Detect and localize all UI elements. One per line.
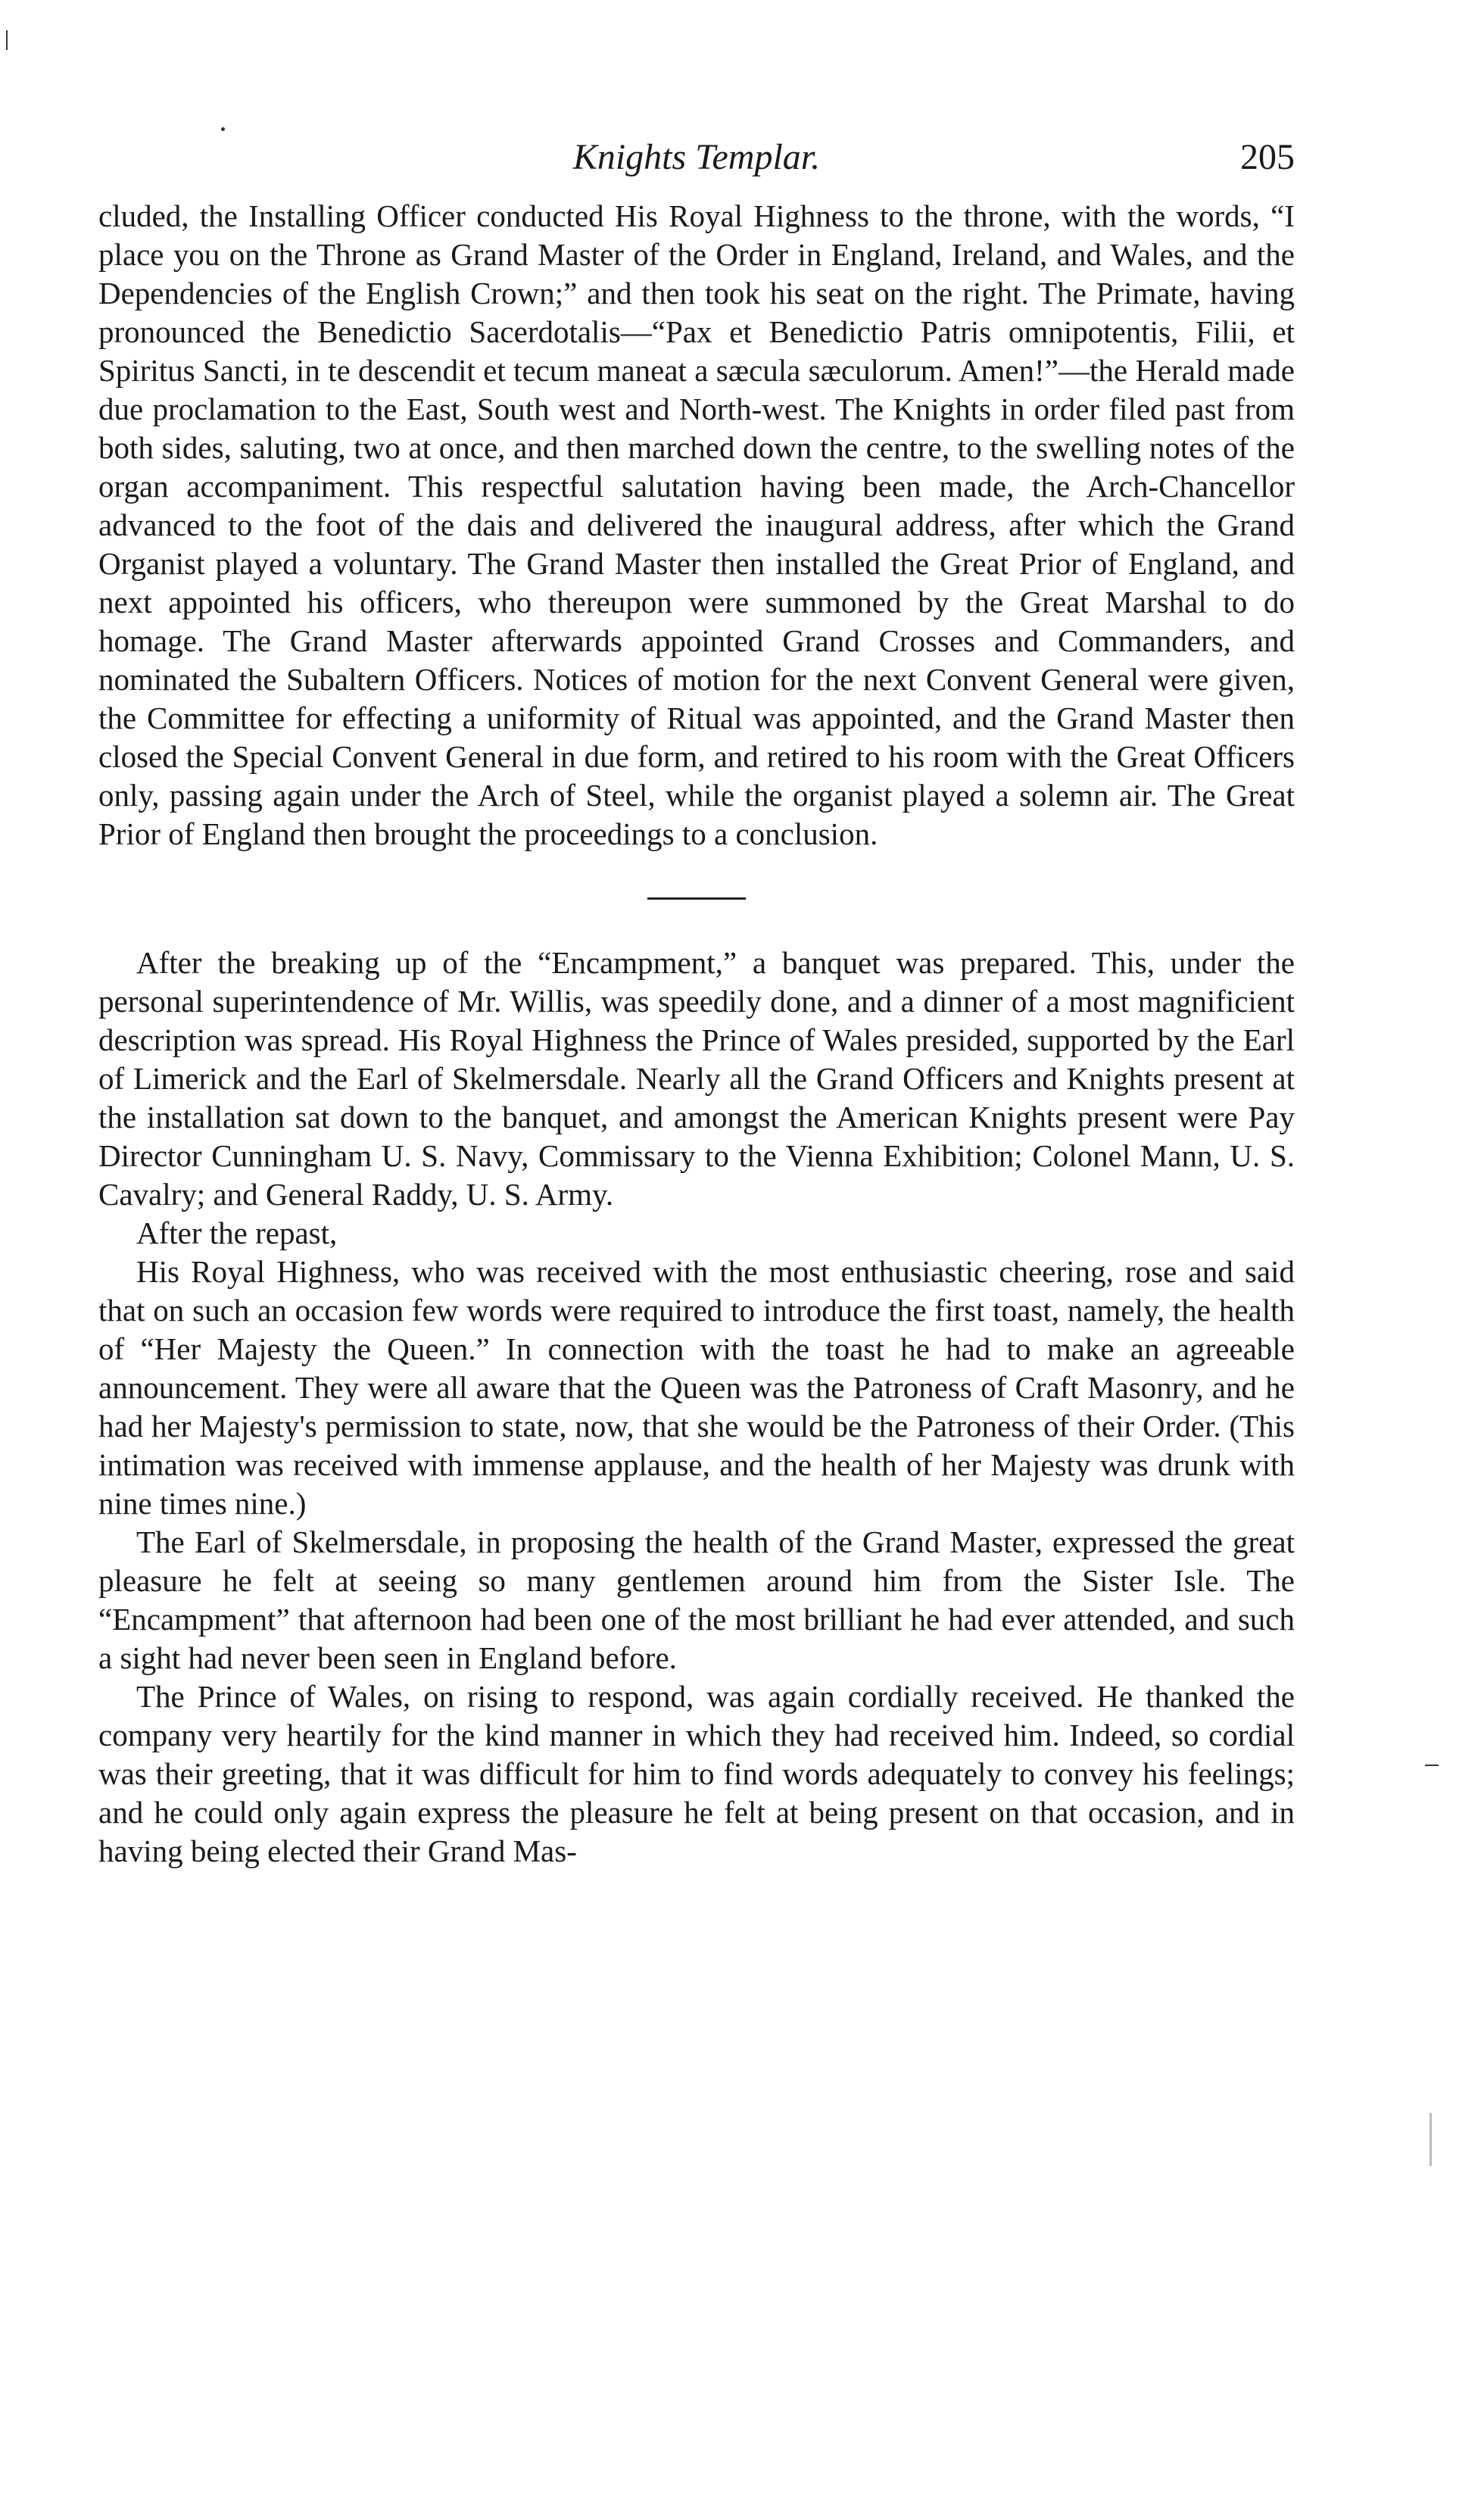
page-header — [98, 136, 1295, 197]
scan-mark-right-lower — [1429, 2113, 1432, 2166]
running-title: Knights Templar. — [572, 137, 821, 177]
scan-mark-top-left — [6, 30, 8, 50]
paragraph-prince-response: The Prince of Wales, on rising to respond, was again cordially received. He thanked the company very heartily for the kind manner in which they had received him. Indeed, so cordial was their greeting, that it was difficult for him to find words adequately to convey his feelings; and he could only again express the pleasure he felt at being present on that occasion, and in having being elected their Grand Mas- — [98, 1679, 1295, 1868]
paragraph-banquet: After the breaking up of the “Encampment,” a banquet was prepared. This, under the personal superintendence of Mr. Willis, was speedily done, and a dinner of a most magnificient description was spread. His Royal Highness the Prince of Wales presided, supported by the Earl of Limerick and the Earl of Skelmersdale. Nearly all the Grand Officers and Knights present at the installation sat down to the banquet, and amongst the American Knights present were Pay Director Cunningham U. S. Navy, Commissary to the Vienna Exhibition; Colonel Mann, U. S. Cavalry; and General Raddy, U. S. Army. — [98, 945, 1295, 1212]
scan-mark-right — [1425, 1765, 1439, 1766]
paragraph-after-repast: After the repast, — [136, 1215, 338, 1250]
page-number: 205 — [1240, 137, 1295, 177]
paragraph-installation: cluded, the Installing Officer conducted His Royal Highness to the throne, with the words, “I place you on the Throne as Grand Master of the Order in England, Ireland, and Wales, and the Dependencies of the English Crown;” and then took his seat on the right. The Primate, having pronounced the Benedictio Sacerdotalis—“Pax et Benedictio Patris omnipotentis, Filii, et Spiritus Sancti, in te descendit et tecum maneat a sæcula sæculorum. Amen!”—the Herald made due proclamation to the East, South west and North-west. The Knights in order filed past from both sides, saluting, two at once, and then marched down the centre, to the swelling notes of the organ accompaniment. This respectful salutation having been made, the Arch-Chancellor advanced to the foot of the dais and delivered the inaugural address, after which the Grand Organist played a voluntary. The Grand Master then installed the Great Prior of England, and next appointed his officers, who thereupon were summoned by the Great Marshal to do homage. The Grand Master afterwards appointed Grand Crosses and Commanders, and nominated the Subaltern Officers. Notices of motion for the next Convent General were given, the Committee for effecting a uniformity of Ritual was appointed, and the Grand Master then closed the Special Convent General in due form, and retired to his room with the Great Officers only, passing again under the Arch of Steel, while the organist played a solemn air. The Great Prior of England then brought the proceedings to a conclusion. — [98, 198, 1295, 851]
paragraph-skelmersdale: The Earl of Skelmersdale, in proposing the health of the Grand Master, expressed the great pleasure he felt at seeing so many gentlemen around him from the Sister Isle. The “Encampment” that afternoon had been one of the most brilliant he had ever attended, and such a sight had never been seen in England before. — [98, 1524, 1295, 1675]
paragraph-queen-toast: His Royal Highness, who was received with the most enthusiastic cheering, rose and said that on such an occasion few words were required to introduce the first toast, namely, the health of “Her Majesty the Queen.” In connection with the toast he had to make an agreeable announcement. They were all aware that the Queen was the Patroness of Craft Masonry, and he had her Majesty's permission to state, now, that she would be the Patroness of their Order. (This intimation was received with immense applause, and the health of her Majesty was drunk with nine times nine.) — [98, 1254, 1295, 1521]
section-divider — [647, 897, 746, 900]
scan-mark-dot — [221, 127, 225, 131]
book-page — [98, 136, 1295, 1871]
